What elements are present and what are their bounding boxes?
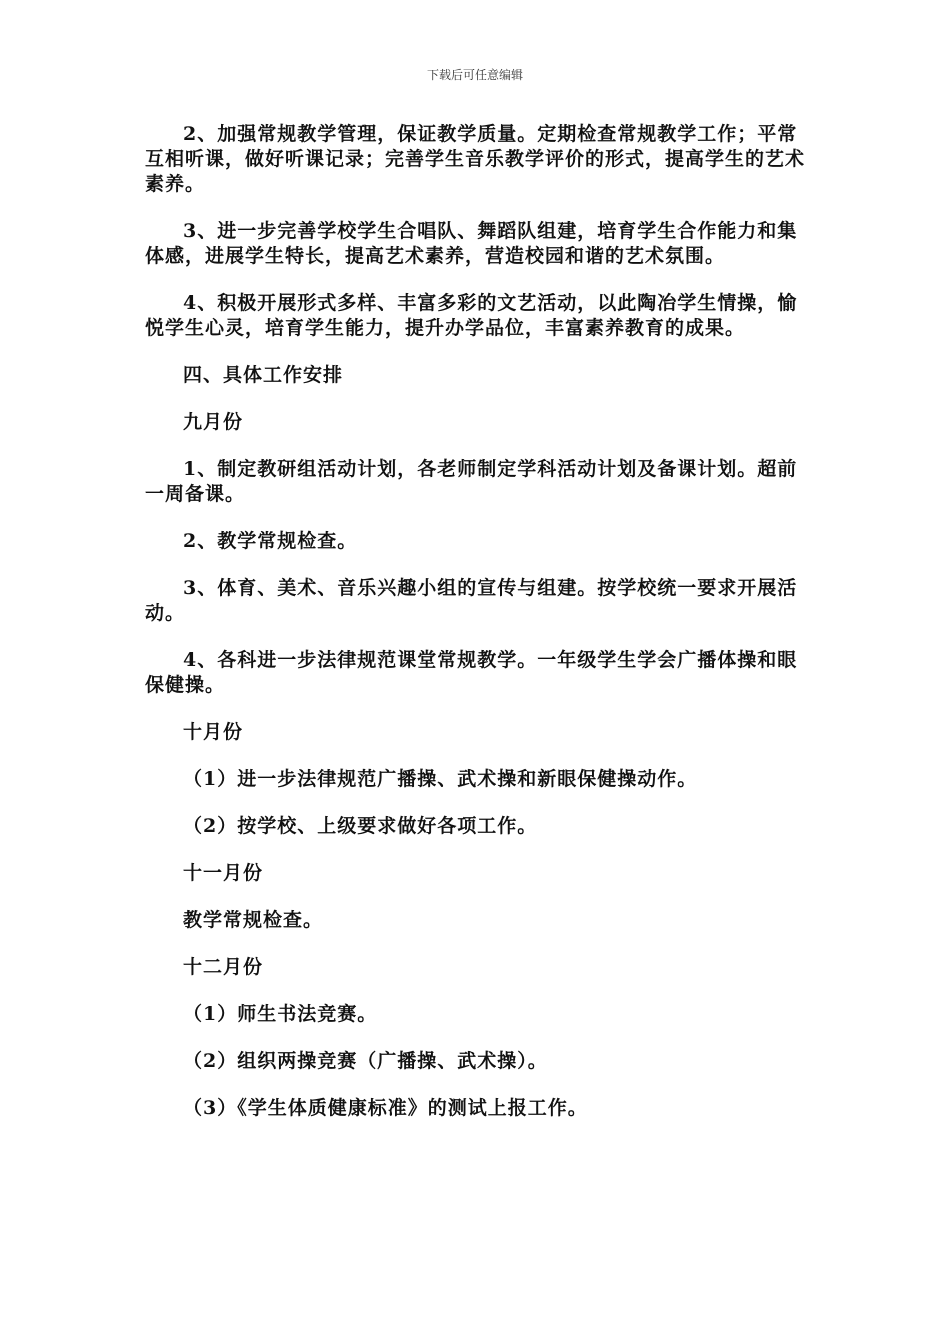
paragraph-goal-4: 4、积极开展形式多样、丰富多彩的文艺活动，以此陶冶学生情操，愉悦学生心灵，培育学生能力，提升办学品位，丰富素养教育的成果。 [145, 292, 798, 339]
section-heading-schedule: 四、具体工作安排 [183, 364, 344, 386]
october-item-1: （1）进一步法律规范广播操、武术操和新眼保健操动作。 [183, 768, 698, 790]
paragraph-goal-3: 3、进一步完善学校学生合唱队、舞蹈队组建，培育学生合作能力和集体感，进展学生特长，提高艺术素养，营造校园和谐的艺术氛围。 [145, 220, 798, 267]
month-heading-november: 十一月份 [183, 862, 264, 884]
december-item-3: （3）《学生体质健康标准》的测试上报工作。 [183, 1097, 588, 1119]
september-item-3: 3、体育、美术、音乐兴趣小组的宣传与组建。按学校统一要求开展活动。 [145, 577, 798, 624]
month-heading-december: 十二月份 [183, 956, 264, 978]
header-note: 下载后可任意编辑 [426, 68, 523, 82]
september-item-1: 1、制定教研组活动计划，各老师制定学科活动计划及备课计划。超前一周备课。 [145, 458, 798, 505]
december-item-1: （1）师生书法竞赛。 [183, 1003, 378, 1025]
document-body [145, 122, 807, 1143]
september-item-2: 2、教学常规检查。 [183, 530, 358, 552]
december-item-2: （2）组织两操竞赛（广播操、武术操）。 [183, 1050, 548, 1072]
september-item-4: 4、各科进一步法律规范课堂常规教学。一年级学生学会广播体操和眼保健操。 [145, 649, 798, 696]
november-item-1: 教学常规检查。 [183, 909, 324, 931]
october-item-2: （2）按学校、上级要求做好各项工作。 [183, 815, 538, 837]
month-heading-september: 九月份 [183, 411, 244, 433]
paragraph-goal-2: 2、加强常规教学管理，保证教学质量。定期检查常规教学工作；平常互相听课，做好听课记录；完善学生音乐教学评价的形式，提高学生的艺术素养。 [145, 123, 806, 195]
month-heading-october: 十月份 [183, 721, 244, 743]
